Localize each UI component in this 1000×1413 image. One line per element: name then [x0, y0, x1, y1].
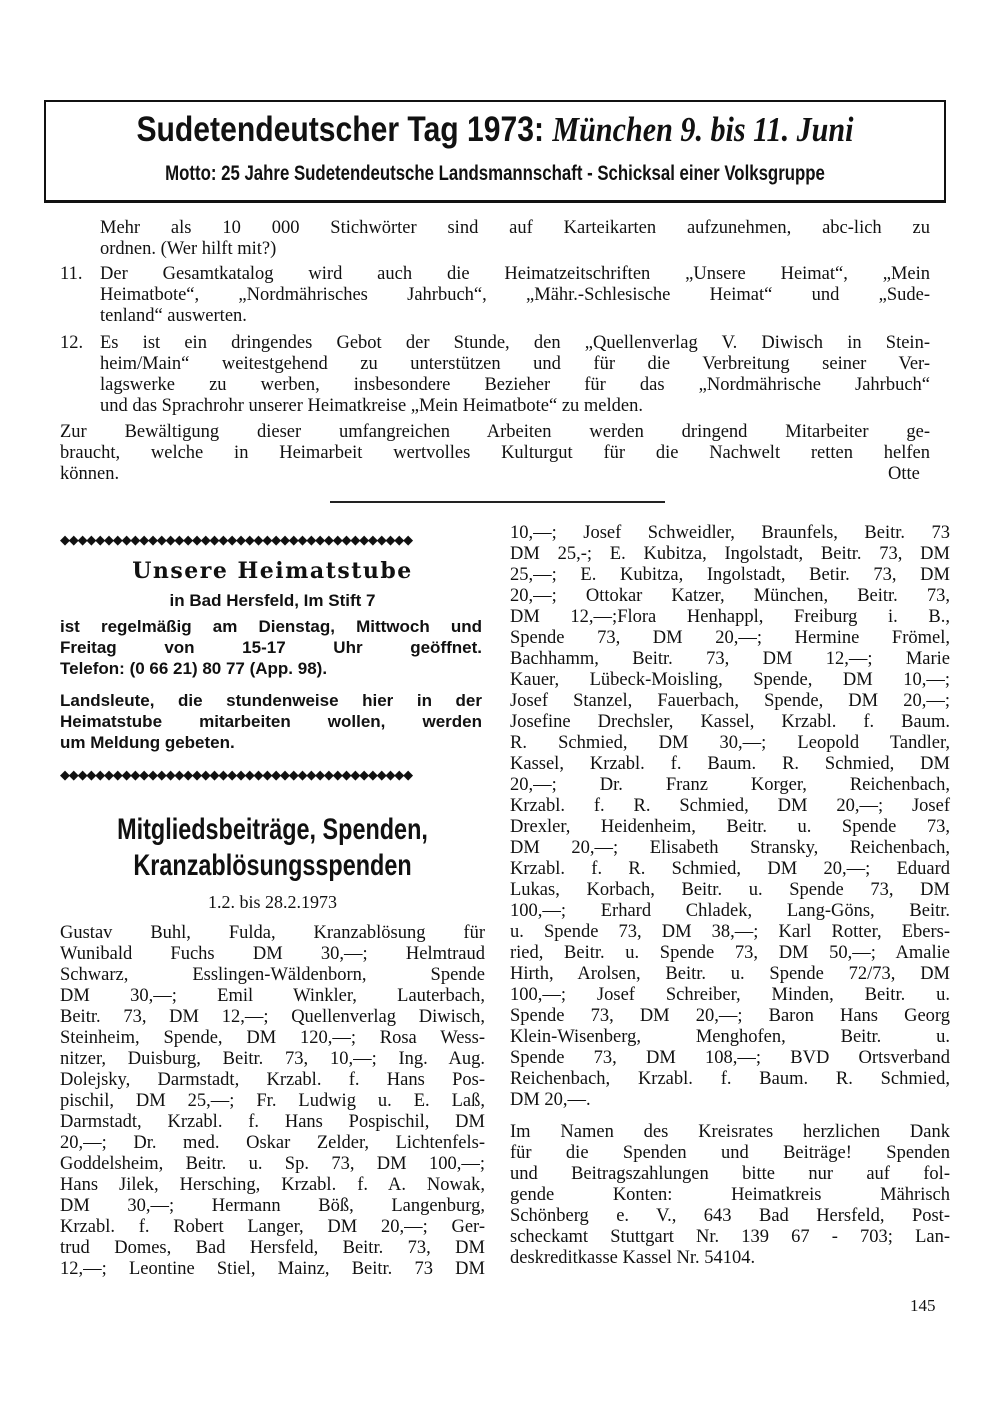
- text-line: trud Domes, Bad Hersfeld, Beitr. 73, DM: [60, 1238, 485, 1258]
- text-line: Spende 73, DM 20,—; Hermine Frömel,: [510, 628, 950, 648]
- text-line: Steinheim, Spende, DM 120,—; Rosa Wess-: [60, 1028, 485, 1048]
- event-motto: Motto: 25 Jahre Sudetendeutsche Landsmannschaft - Schicksal einer Volksgruppe: [165, 162, 825, 185]
- text-line: Krzabl. f. R. Schmied, DM 20,—; Eduard: [510, 859, 950, 879]
- text-line: 100,—; Erhard Chladek, Lang-Göns, Beitr.: [510, 901, 950, 921]
- donations-list-right: [510, 523, 950, 1111]
- text-line: Gustav Buhl, Fulda, Kranzablösung für: [60, 923, 485, 943]
- text-line: 20,—; Dr. med. Oskar Zelder, Lichtenfels-: [60, 1133, 485, 1153]
- text-line: Heimatstube mitarbeiten wollen, werden: [60, 712, 482, 731]
- text-line: Schönberg e. V., 643 Bad Hersfeld, Post-: [510, 1206, 950, 1226]
- text-line: DM 30,—; Emil Winkler, Lauterbach,: [60, 986, 485, 1006]
- text-line: und Beitragszahlungen bitte nur auf fol-: [510, 1164, 950, 1184]
- text-line: Landsleute, die stundenweise hier in der: [60, 691, 482, 710]
- text-line: Spende 73, DM 20,—; Baron Hans Georg: [510, 1006, 950, 1026]
- text-line: Spende 73, DM 108,—; BVD Ortsverband: [510, 1048, 950, 1068]
- page-number: 145: [910, 1296, 936, 1315]
- text-line: DM 25,-; E. Kubitza, Ingolstadt, Beitr. 73, DM: [510, 544, 950, 564]
- text-line: ried, Beitr. u. Spende 73, DM 50,—; Amalie: [510, 943, 950, 963]
- diamond-divider: ◆◆◆◆◆◆◆◆◆◆◆◆◆◆◆◆◆◆◆◆◆◆◆◆◆◆◆◆◆◆◆◆◆◆◆◆◆◆◆◆: [60, 532, 412, 547]
- text-line: 10,—; Josef Schweidler, Braunfels, Beitr. 73: [510, 523, 950, 543]
- text-line: Telefon: (0 66 21) 80 77 (App. 98).: [60, 659, 328, 678]
- heimatstube-location: in Bad Hersfeld, Im Stift 7: [169, 591, 376, 610]
- text-line: Der Gesamtkatalog wird auch die Heimatzeitschriften „Unsere Heimat“, „Mein: [100, 264, 930, 284]
- text-line: 20,—; Dr. Franz Korger, Reichenbach,: [510, 775, 950, 795]
- text-line: Bachhamm, Beitr. 73, DM 12,—; Marie: [510, 649, 950, 669]
- text-line: DM 12,—;Flora Henhappl, Freiburg i. B.,: [510, 607, 950, 627]
- text-line: Lukas, Korbach, Beitr. u. Spende 73, DM: [510, 880, 950, 900]
- text-line: Im Namen des Kreisrates herzlichen Dank: [510, 1122, 950, 1142]
- text-line: 100,—; Josef Schreiber, Minden, Beitr. u.: [510, 985, 950, 1005]
- text-line: Wunibald Fuchs DM 30,—; Helmtraud: [60, 944, 485, 964]
- text-line: Darmstadt, Krzabl. f. Hans Pospischil, DM: [60, 1112, 485, 1132]
- text-line: deskreditkasse Kassel Nr. 54104.: [510, 1248, 756, 1268]
- heimatstube-title: Unsere Heimatstube: [132, 558, 413, 584]
- diamond-divider: ◆◆◆◆◆◆◆◆◆◆◆◆◆◆◆◆◆◆◆◆◆◆◆◆◆◆◆◆◆◆◆◆◆◆◆◆◆◆◆◆: [60, 767, 412, 782]
- text-line: DM 20,—.: [510, 1090, 591, 1110]
- text-line: pischil, DM 25,—; Fr. Ludwig u. E. Laß,: [60, 1091, 485, 1111]
- text-line: ordnen. (Wer hilft mit?): [100, 239, 277, 259]
- text-line: um Meldung gebeten.: [60, 733, 235, 752]
- section-divider: [330, 501, 665, 503]
- text-line: Es ist ein dringendes Gebot der Stunde, den „Quellenverlag V. Diwisch in Stein-: [100, 333, 930, 353]
- text-line: Heimatbote“, „Nordmährisches Jahrbuch“, „Mähr.-Schlesische Heimat“ und „Sude-: [100, 285, 930, 305]
- text-line: lagswerke zu werben, insbesondere Bezieher für das „Nordmährische Jahrbuch“: [100, 375, 930, 395]
- item-number-11: 11.: [60, 264, 83, 284]
- text-line: tenland“ auswerten.: [100, 306, 247, 326]
- text-line: Klein-Wisenberg, Menghofen, Beitr. u.: [510, 1027, 950, 1047]
- text-line: Josef Stanzel, Fauerbach, Spende, DM 20,—;: [510, 691, 950, 711]
- donations-title-2: Kranzablösungsspenden: [133, 849, 412, 882]
- text-line: können.: [60, 464, 120, 484]
- text-line: Krzabl. f. R. Schmied, DM 20,—; Josef: [510, 796, 950, 816]
- text-line: DM 30,—; Hermann Böß, Langenburg,: [60, 1196, 485, 1216]
- heimatstube-appeal: [60, 690, 482, 753]
- text-line: 25,—; E. Kubitza, Ingolstadt, Betir. 73, DM: [510, 565, 950, 585]
- text-line: Reichenbach, Krzabl. f. Baum. R. Schmied,: [510, 1069, 950, 1089]
- text-line: R. Schmied, DM 30,—; Leopold Tandler,: [510, 733, 950, 753]
- text-line: 12,—; Leontine Stiel, Mainz, Beitr. 73 DM: [60, 1259, 485, 1279]
- text-line: scheckamt Stuttgart Nr. 139 67 - 703; Lan-: [510, 1227, 950, 1247]
- text-line: DM 20,—; Elisabeth Stransky, Reichenbach,: [510, 838, 950, 858]
- text-line: Mehr als 10 000 Stichwörter sind auf Karteikarten aufzunehmen, abc-lich zu: [100, 218, 930, 238]
- text-line: Freitag von 15-17 Uhr geöffnet.: [60, 638, 482, 657]
- text-line: braucht, welche in Heimarbeit wertvolles Kulturgut für die Nachwelt retten helfen: [60, 443, 930, 463]
- text-line: Kauer, Lübeck-Moisling, Spende, DM 10,—;: [510, 670, 950, 690]
- heimatstube-hours: [60, 616, 482, 679]
- text-line: Beitr. 73, DM 12,—; Quellenverlag Diwisch,: [60, 1007, 485, 1027]
- text-line: Kassel, Krzabl. f. Baum. R. Schmied, DM: [510, 754, 950, 774]
- text-line: Schwarz, Esslingen-Wäldenborn, Spende: [60, 965, 485, 985]
- text-line: Drexler, Heidenheim, Beitr. u. Spende 73,: [510, 817, 950, 837]
- text-line: und das Sprachrohr unserer Heimatkreise „Mein Heimatbote“ zu melden.: [100, 396, 643, 416]
- event-title-main: Sudetendeutscher Tag 1973:: [136, 110, 545, 149]
- event-banner: [44, 100, 946, 203]
- item-number-12: 12.: [60, 333, 84, 353]
- donations-title-1: Mitgliedsbeiträge, Spenden,: [117, 813, 428, 846]
- text-line: nitzer, Duisburg, Beitr. 73, 10,—; Ing. Aug.: [60, 1049, 485, 1069]
- text-line: gende Konten: Heimatkreis Mährisch: [510, 1185, 950, 1205]
- item-12-paragraph: [100, 333, 930, 417]
- text-line: u. Spende 73, DM 38,—; Karl Rotter, Ebers-: [510, 922, 950, 942]
- signature: Otte: [888, 464, 920, 484]
- text-line: Hirth, Arolsen, Beitr. u. Spende 72/73, DM: [510, 964, 950, 984]
- donations-list-left: [60, 923, 485, 1280]
- text-line: Zur Bewältigung dieser umfangreichen Arbeiten werden dringend Mitarbeiter ge-: [60, 422, 930, 442]
- event-title-date: München 9. bis 11. Juni: [552, 110, 854, 149]
- text-line: Goddelsheim, Beitr. u. Sp. 73, DM 100,—;: [60, 1154, 485, 1174]
- text-line: für die Spenden und Beiträge! Spenden: [510, 1143, 950, 1163]
- donations-period: 1.2. bis 28.2.1973: [207, 892, 337, 912]
- text-line: heim/Main“ weitestgehend zu unterstützen und für die Verbreitung seiner Ver-: [100, 354, 930, 374]
- text-line: 20,—; Ottokar Katzer, München, Beitr. 73,: [510, 586, 950, 606]
- text-line: Dolejsky, Darmstadt, Krzabl. f. Hans Pos-: [60, 1070, 485, 1090]
- item-11-paragraph: [100, 264, 930, 327]
- thanks-paragraph: [510, 1122, 950, 1269]
- intro-paragraph: [100, 218, 930, 260]
- text-line: Krzabl. f. Robert Langer, DM 20,—; Ger-: [60, 1217, 485, 1237]
- closing-paragraph: [60, 422, 930, 485]
- text-line: Hans Jilek, Hersching, Krzabl. f. A. Nowak,: [60, 1175, 485, 1195]
- text-line: Josefine Drechsler, Kassel, Krzabl. f. Baum.: [510, 712, 950, 732]
- text-line: ist regelmäßig am Dienstag, Mittwoch und: [60, 617, 482, 636]
- event-title: [109, 110, 881, 150]
